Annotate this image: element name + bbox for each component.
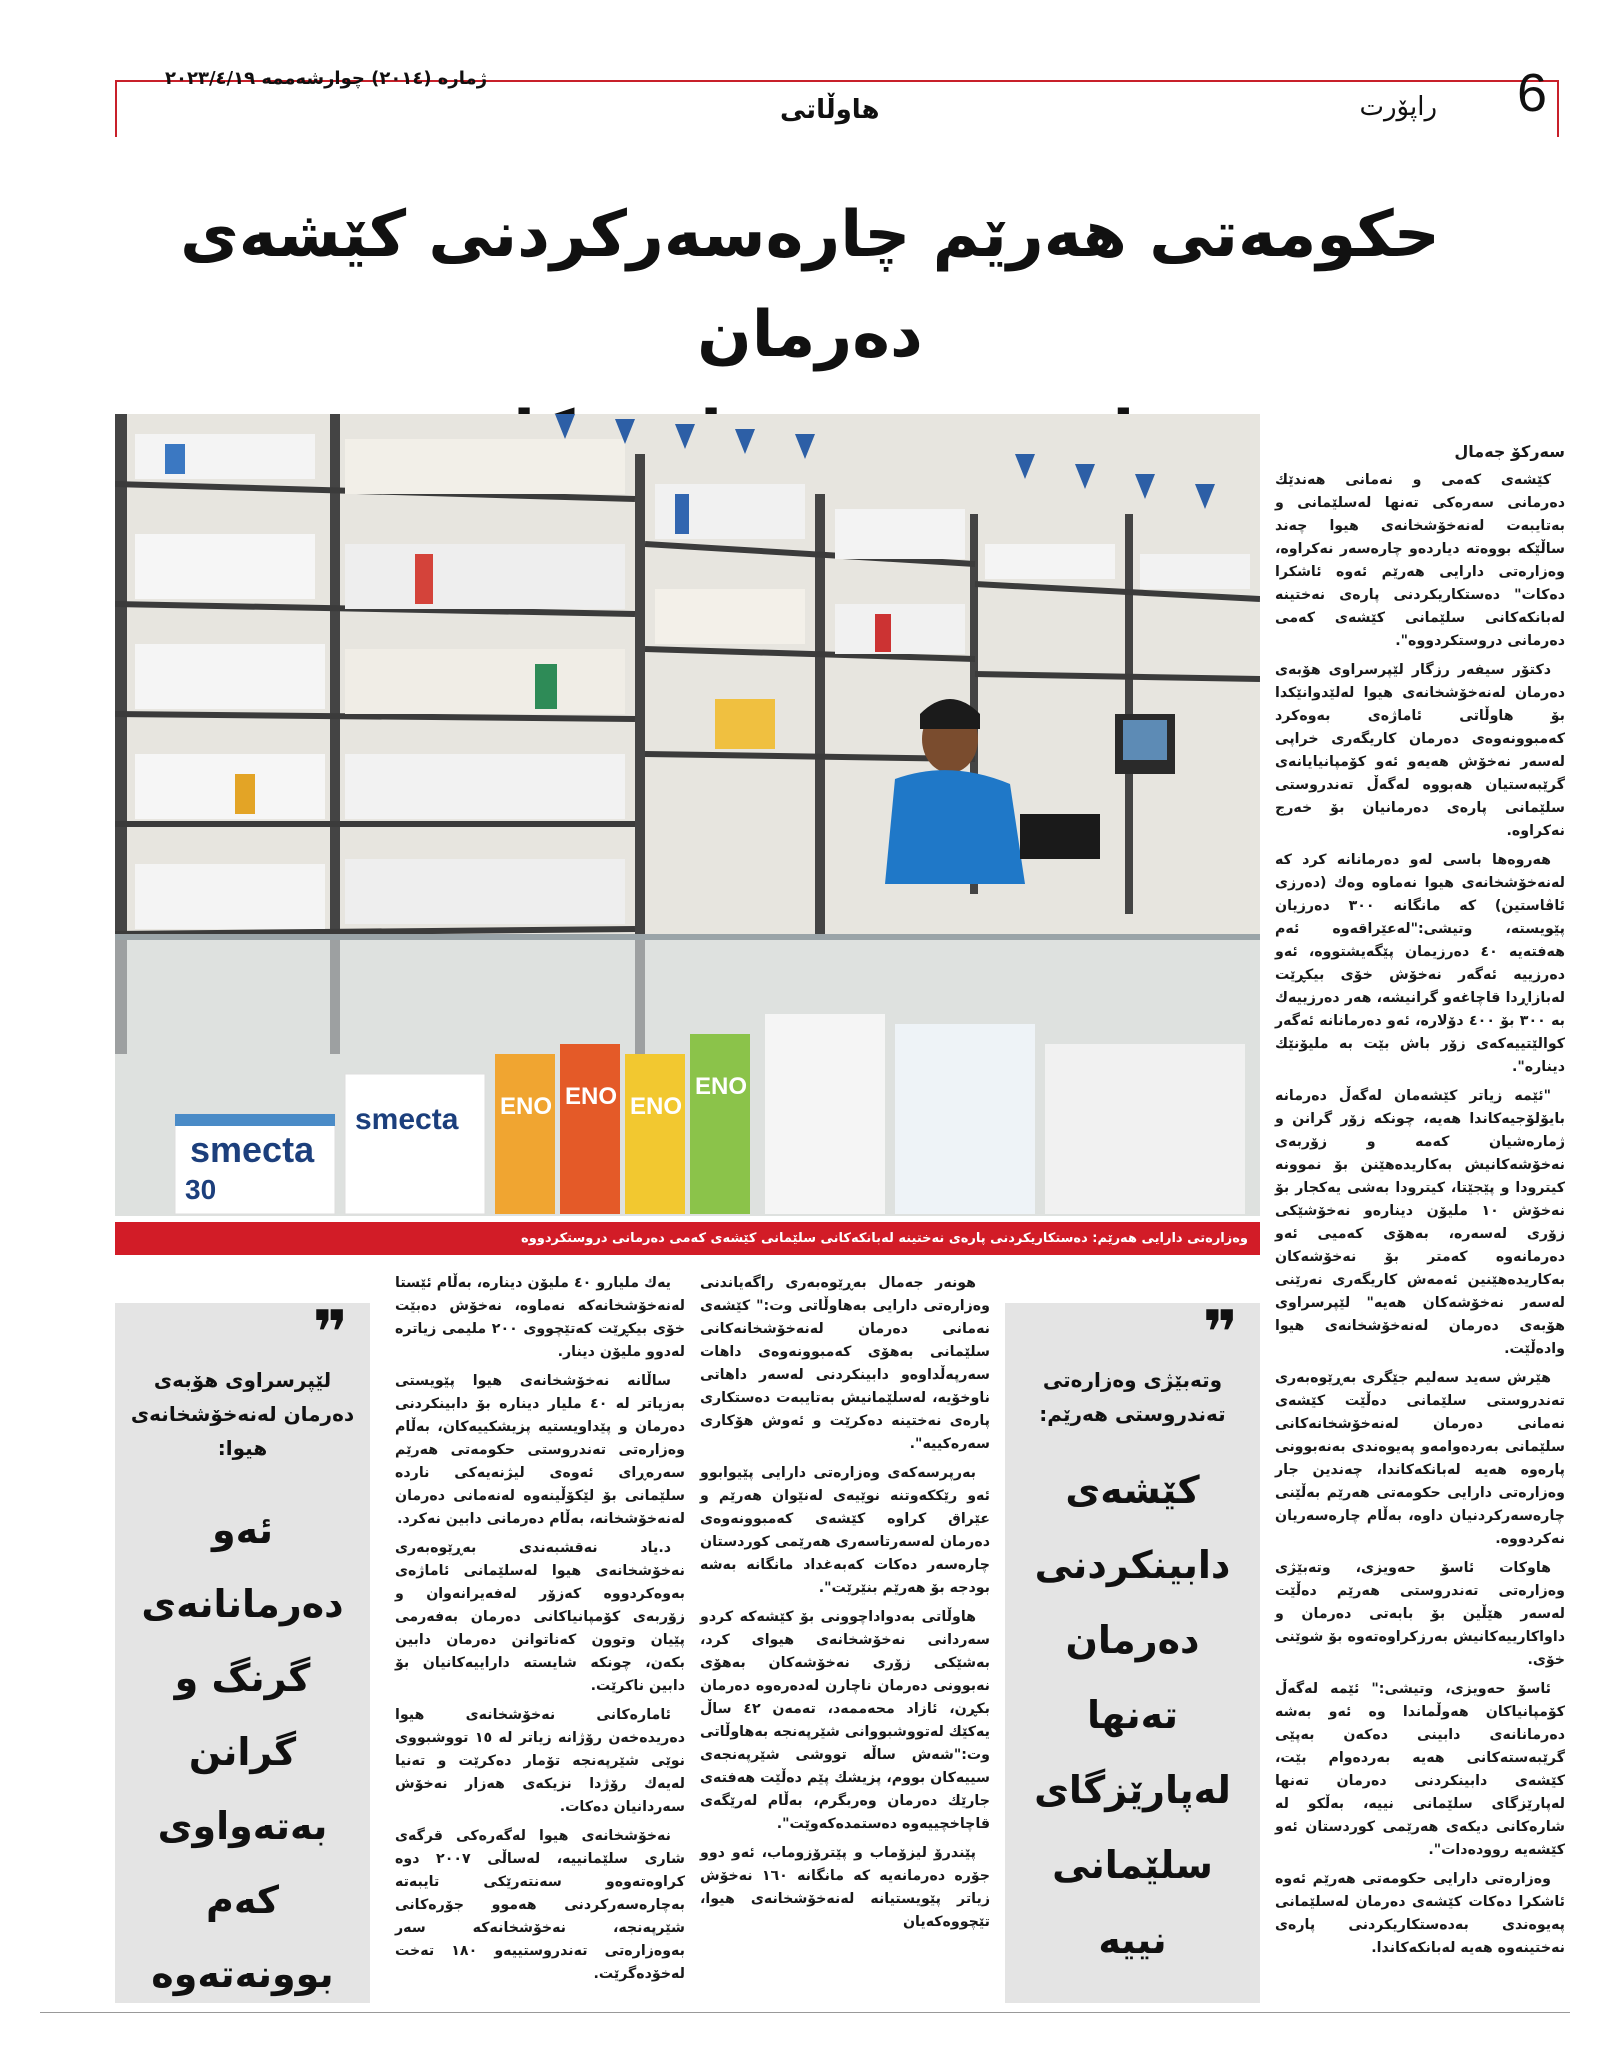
headline-line1: حکومەتی هەرێم چارەسەرکردنی کێشەی دەرمان [180, 198, 1440, 372]
bottom-rule [40, 2012, 1570, 2013]
col1-p6: هاوکات ئاسۆ حەویزی، وتەبێژی وەزارەتی تەندروستی هەرێم دەڵێت لەسەر هێڵین بۆ بابەتی دەرمان و داواکارییەکانیش بەرزکراوەتەوە بۆ شوێنی خۆی. [1275, 1560, 1565, 1668]
col2-p3: هاوڵاتی بەدواداچوونی بۆ کێشەکە کردو سەردانی نەخۆشخانەی هیوای کرد، بەشێکی زۆری نەخۆشەکان بەهۆی نەبوونی دەرمان ناچارن لەدەرەوە دەرمان بکڕن، ئازاد محەممەد، تەمەن ٤٢ ساڵ یەکێك لەتووشبووانی شێرپەنجە بەهاوڵاتی وت:"شەش ساڵە تووشی شێرپەنجەی سییەکان بووم، پزیشك پێم دەڵێت هەفتەی جارێك دەرمان وەربگرم، بەڵام لەرێگەی قاچاخچییەوە دەستمدەکەوێت". [700, 1609, 990, 1832]
quote-mark-icon: ❞ [1202, 1298, 1238, 1368]
col1-p8: وەزارەتی دارایی حکومەتی هەرێم ئەوە ئاشکرا دەکات کێشەی دەرمان لەسلێمانی پەیوەندی بەدەستکاریکردنی پارەی نەختینەوە هەیە لەبانکەکاندا. [1275, 1871, 1565, 1956]
pull-quote-box-right [1005, 1298, 1260, 2003]
col2-p4: پێندرۆ لیزۆماب و پێترۆزوماب، ئەو دوو جۆرە دەرمانەیە کە مانگانە ١٦٠ نەخۆش زیاتر پێویستیانە لەنەخۆشخانەی هیوا، تێچووەکەیان [700, 1845, 990, 1930]
pull-quote-right-line: کێشەی [1065, 1468, 1200, 1512]
article-column-1 [1275, 440, 1565, 1966]
smecta-count: 30 [185, 1174, 217, 1205]
pull-quote-right-title: وتەبێژی وەزارەتی تەندروستی هەرێم: [1039, 1368, 1226, 1426]
col1-p1: کێشەی کەمی و نەمانی هەندێك دەرمانی سەرەکی تەنها لەسلێمانی و بەتایبەت لەنەخۆشخانەی هیوا چەند ساڵێکە بووەتە دیاردەو چارەسەر نەکراوە، وەزارەتی دارایی هەرێم ئەوە ئاشکرا دەکات" دەستکاریکردنی پارەی نەختینە لەبانکەکانی سلێمانی کێشەی کەمی دەرمانی دروستکردووە". [1275, 472, 1565, 649]
pull-quote-left-line: دەرمانانەی [141, 1582, 344, 1626]
issue-info: ژمارە (٢٠١٤) چوارشەممە ٢٠٢٣/٤/١٩ [165, 68, 488, 89]
quote-mark-icon: ❞ [312, 1298, 348, 1368]
section-label: راپۆرت [1359, 92, 1437, 122]
pull-quote-left-line: ئەو [212, 1508, 273, 1552]
pull-quote-right-line: دابینکردنی [1034, 1543, 1231, 1587]
pull-quote-left-title: لێپرسراوی هۆبەی دەرمان لەنەخۆشخانەی هیوا: [130, 1368, 355, 1460]
col3-p1: یەك ملیارو ٤٠ ملیۆن دینارە، بەڵام ئێستا لەنەخۆشخانەکە نەماوە، نەخۆش دەبێت خۆی بیکڕێت کەتێچووی ٢٠٠ ملیمی زیاترە لەدوو ملیۆن دینار. [395, 1275, 685, 1360]
col3-p2: ساڵانە نەخۆشخانەی هیوا پێویستی بەزیاتر لە ٤٠ ملیار دینارە بۆ دابینکردنی دەرمان و پێداویستیە پزیشکییەکان، بەڵام وەزارەتی تەندروستی حکومەتی هەرێم سەرەڕای ئەوەی لیژنەیەکی ناردە سلێمانی بۆ لێکۆڵینەوە لەنەمانی دەرمان لەنەخۆشخانە، بەڵام دەرمانی دابین نەکرد. [395, 1373, 686, 1527]
pull-quote-right-line: نییە [1098, 1918, 1167, 1962]
col1-p3: هەروەها باسی لەو دەرمانانە کرد کە لەنەخۆشخانەی هیوا نەماوە وەك (دەرزی ئاڤاستین) کە مانگانە ٣٠٠ دەرزیان پێویستە، وتیشی:"لەعێراقەوە ئەم هەفتەیە ٤٠ دەرزیمان پێگەیشتووە، ئەو دەرزییە ئەگەر نەخۆش خۆی بیکڕێت لەبازاڕدا قاچاغەو گرانیشە، هەر دەرزییەك بە ٣٠٠ بۆ ٤٠٠ دۆلارە، ئەو دەرمانانە ئەگەر کوالێتییەکەی زۆر باش بێت بە ملیۆنێك دینارە". [1275, 852, 1566, 1075]
eno-label-1: ENO [500, 1093, 553, 1120]
col1-p2: دکتۆر سیفەر رزگار لێپرسراوی هۆبەی دەرمان لەنەخۆشخانەی هیوا لەلێدوانێکدا بۆ هاوڵاتی ئاماژەی بەوەکرد کەمبوونەوەی دەرمان کاریگەری خراپی لەسەر نەخۆش هەیەو ئەو کۆمپانیایانەی گرێبەستیان هەبووە لەگەڵ تەندروستی سلێمانی پارەی دەرمانیان بۆ خەرج نەکراوە. [1275, 662, 1565, 839]
pharmacy-photo [115, 414, 1260, 1216]
col1-p5: هێرش سەید سەلیم جێگری بەڕێوەبەری تەندروستی سلێمانی دەڵێت کێشەی نەمانی دەرمان لەنەخۆشخانەکانی سلێمانی بەردەوامەو پەیوەندی بەنەبوونی پارەوە هەیە لەبانکەکاندا، چەندین جار وەزارەتی دارایی حکومەتی هەرێم بەڵێنی چارەسەرکردنیان داوە، بەڵام چارەسەریان نەکردووە. [1275, 1370, 1565, 1547]
col1-p4: "ئێمە زیاتر کێشەمان لەگەڵ دەرمانە بایۆلۆجیەکاندا هەیە، چونکە زۆر گرانن و ژمارەشیان کەمە و زۆربەی نەخۆشەکانیش بەکاریدەهێنن بۆ نموونە کیترودا و پێجێتا، کیترودا بەشی یەکجار بۆ نەخۆش ١٠ ملیۆن دینارەو نەخۆشێکی زۆری لەسەرە، بەهۆی کەمیی ئەو دەرمانەوە کەمتر بۆ نەخۆشەکان بەکاریدەهێنین ئەمەش کاریگەری نەرێنی لەسەر نەخۆشەکان هەیە" لێپرسراوی هۆبەی دەرمان لەنەخۆشخانەی هیوا وادەڵێت. [1275, 1088, 1565, 1357]
col2-p2: بەرپرسەکەی وەزارەتی دارایی پێیوابوو ئەو رێککەوتنە نوێیەی لەنێوان هەرێم و عێراق کراوە کێشەی کەمبوونەوەی دەرمان لەسەرتاسەری هەرێمی کوردستان چارەسەر دەکات کەبەغداد مانگانە بەشە بودجە بۆ هەرێم بنێرێت". [700, 1465, 990, 1596]
author-name: سەرکۆ جەمال [1454, 442, 1565, 461]
col3-p4: ئامارەکانی نەخۆشخانەی هیوا دەریدەخەن رۆژانە زیاتر لە ١٥ تووشبووی نوێی شێرپەنجە تۆمار دەکرێت و تەنیا لەیەك رۆژدا نزیکەی هەزار نەخۆش سەردانیان دەکات. [395, 1707, 685, 1815]
pull-quote-right-line: دەرمان [1065, 1618, 1200, 1662]
article-column-3 [395, 1272, 685, 1992]
pull-quote-left-text [120, 1493, 365, 2011]
col2-p1: هونەر جەمال بەڕێوەبەری راگەیاندنی وەزارەتی دارایی بەهاوڵاتی وت:" کێشەی نەمانی دەرمان لەنەخۆشخانەکانی سلێمانی بەهۆی کەمبوونەوەی داهات سەرپەڵداوەو دابینکردنی لەسەر داهاتی ناوخۆیە، لەسلێمانیش بەتایبەت دەستکاری پارەی نەختینە دەکرێت و ئەوش هۆکاری سەرەکییە". [700, 1275, 990, 1452]
pull-quote-box-left [115, 1298, 370, 2003]
page-number: 6 [1516, 63, 1547, 123]
col3-p5: نەخۆشخانەی هیوا لەگەرەکی قرگەی شاری سلێمانییە، لەساڵی ٢٠٠٧ دوە کراوەتەوەو سەنتەرێکی تایبەتە بەچارەسەرکردنی هەموو جۆرەکانی شێرپەنجە، نەخۆشخانەکە سەر بەوەزارەتی تەندروستییەو ١٨٠ تەخت لەخۆدەگرێت. [395, 1828, 685, 1982]
eno-label-2: ENO [565, 1083, 618, 1110]
eno-label-4: ENO [695, 1073, 748, 1100]
article-column-2 [700, 1272, 990, 1940]
pull-quote-left-line: گرنگ و [174, 1656, 311, 1700]
pull-quote-left-line: کەم [206, 1878, 279, 1922]
pull-quote-right-line: لەپارێزگای [1034, 1768, 1231, 1812]
col1-p7: ئاسۆ حەویزی، وتیشی:" ئێمە لەگەڵ کۆمپانیاکان هەوڵماندا وە ئەو بەشە دەرمانانەی دابینی دەکەن بەپێی گرێبەستەکانی هەیە بەردەوام بێت، کێشەی دابینکردنی دەرمان تەنها لەپارێزگای سلێمانی نییە، بەڵکو لە شارەکانی دیکەی هەرێمی کوردستان ئەو کێشەیە روودەدات". [1275, 1681, 1565, 1858]
pharmacy-illustration [115, 414, 1260, 1216]
col3-p3: د.یاد نەقشبەندی بەڕێوەبەری نەخۆشخانەی هیوا لەسلێمانی ئاماژەی بەوەکردووە کەزۆر لەفەیرانەوان و زۆربەی کۆمپانیاکانی دەرمان بەفەرمی پێیان وتوون کەناتوانن دەرمان دابین بکەن، چونکە شایستە داراییەکانیان بۆ دابین ناکرێت. [395, 1540, 685, 1694]
newspaper-logo: هاوڵاتی [780, 95, 880, 125]
eno-label-3: ENO [630, 1093, 683, 1120]
smecta-label-2: smecta [355, 1103, 459, 1136]
pull-quote-left-line: گرانن [188, 1730, 297, 1774]
pull-quote-right-line: تەنها [1087, 1693, 1178, 1737]
smecta-label: smecta [190, 1129, 315, 1170]
pull-quote-right-line: سلێمانی [1052, 1843, 1213, 1887]
photo-caption: وەزارەتی دارایی هەرێم: دەستکاریکردنی پارەی نەختینە لەبانکەکانی سلێمانی کێشەی کەمی دەرمانی دروستکردووە [115, 1222, 1260, 1255]
pull-quote-left-line: بەتەواوی [157, 1804, 328, 1848]
pull-quote-right-text [1010, 1453, 1255, 1978]
pull-quote-left-line: بوونەتەوە [151, 1952, 334, 1996]
